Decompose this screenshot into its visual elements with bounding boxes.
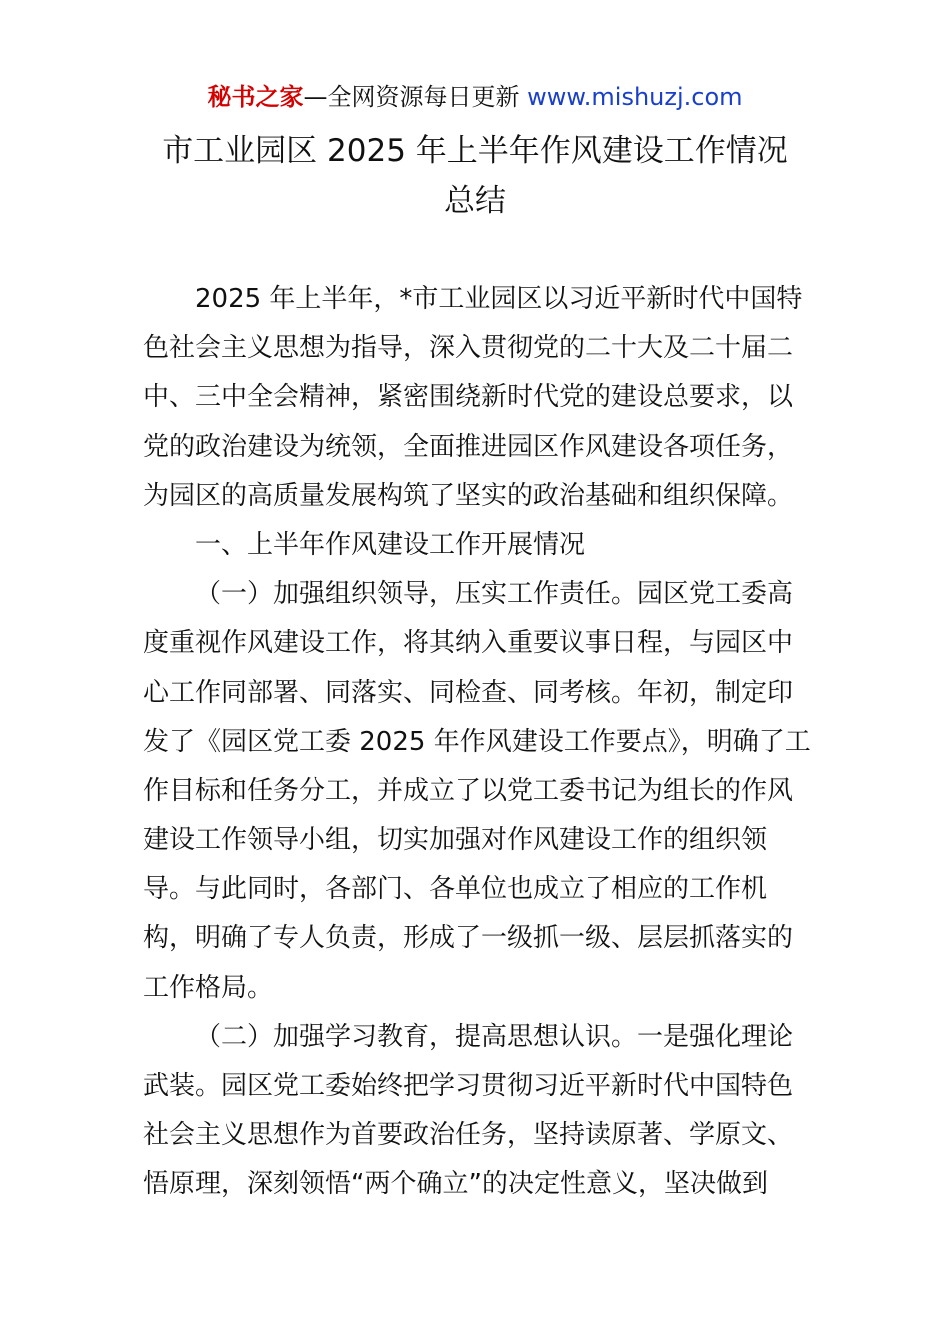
body-line: 作目标和任务分工，并成立了以党工委书记为组长的作风 — [143, 775, 794, 806]
body-line: 社会主义思想作为首要政治任务，坚持读原著、学原文、 — [143, 1120, 794, 1151]
body-line: 2025 年上半年，*市工业园区以习近平新时代中国特 — [195, 284, 803, 314]
body-line: 构，明确了专人负责，形成了一级抓一级、层层抓落实的 — [143, 923, 794, 954]
body-line: 色社会主义思想为指导，深入贯彻党的二十大及二十届二 — [143, 333, 794, 364]
title-line-2: 总结 — [444, 183, 506, 219]
body-line: （二）加强学习教育，提高思想认识。一是强化理论 — [195, 1021, 794, 1052]
body-line: 建设工作领导小组，切实加强对作风建设工作的组织领 — [143, 825, 768, 856]
document-body — [143, 275, 811, 1210]
header-tagline: —全网资源每日更新 — [303, 83, 528, 111]
body-line: （一）加强组织领导，压实工作责任。园区党工委高 — [195, 579, 794, 610]
body-line: 工作格局。 — [143, 972, 274, 1003]
header-url-link[interactable]: www.mishuzj.com — [527, 83, 743, 111]
section-heading: 一、上半年作风建设工作开展情况 — [195, 529, 586, 560]
watermark-header — [0, 80, 950, 114]
title-line-1: 市工业园区 2025 年上半年作风建设工作情况 — [162, 133, 788, 169]
body-line: 导。与此同时，各部门、各单位也成立了相应的工作机 — [143, 874, 768, 905]
body-line: 党的政治建设为统领，全面推进园区作风建设各项任务， — [143, 431, 794, 462]
body-line: 发了《园区党工委 2025 年作风建设工作要点》，明确了工 — [143, 726, 811, 757]
body-line: 度重视作风建设工作，将其纳入重要议事日程，与园区中 — [143, 628, 794, 659]
body-line: 武装。园区党工委始终把学习贯彻习近平新时代中国特色 — [143, 1071, 794, 1101]
document-title — [120, 126, 830, 226]
body-line: 为园区的高质量发展构筑了坚实的政治基础和组织保障。 — [143, 480, 794, 511]
brand-name: 秘书之家 — [207, 83, 304, 111]
body-line: 心工作同部署、同落实、同检查、同考核。年初，制定印 — [143, 677, 794, 708]
body-line: 悟原理，深刻领悟“两个确立”的决定性意义，坚决做到 — [143, 1169, 768, 1200]
body-line: 中、三中全会精神，紧密围绕新时代党的建设总要求，以 — [143, 382, 794, 413]
